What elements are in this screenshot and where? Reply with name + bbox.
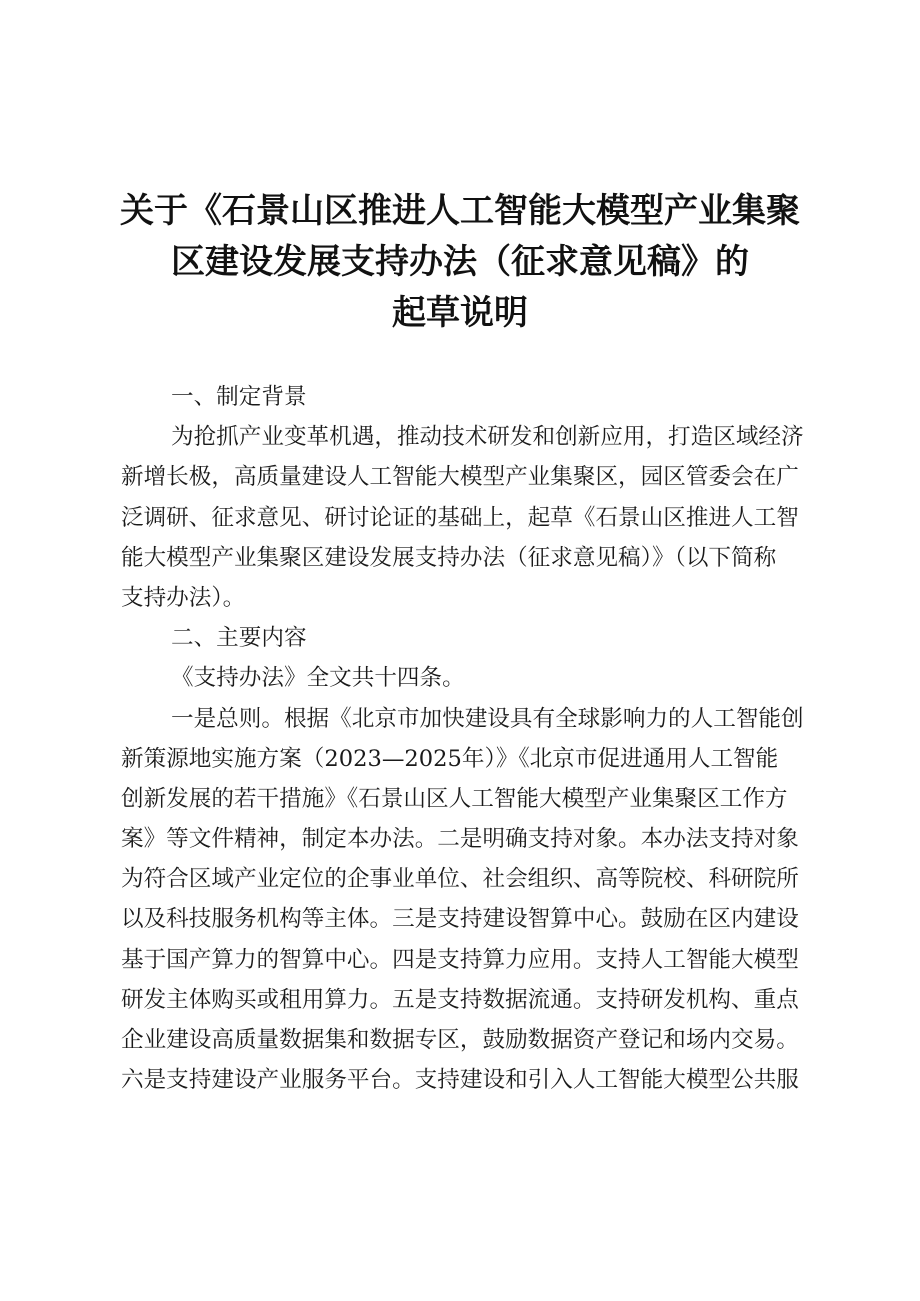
document-body <box>121 377 811 1100</box>
body-line: 为抢抓产业变革机遇，推动技术研发和创新应用，打造区域经济 <box>171 424 804 451</box>
title-line-3: 起草说明 <box>392 293 528 333</box>
body-line: 研发主体购买或租用算力。五是支持数据流通。支持研发机构、重点 <box>121 986 799 1013</box>
body-line: 能大模型产业集聚区建设发展支持办法（征求意见稿）》（以下简称 <box>121 544 777 571</box>
body-line: 泛调研、征求意见、研讨论证的基础上，起草《石景山区推进人工智 <box>121 504 799 531</box>
body-line: 创新发展的若干措施》《石景山区人工智能大模型产业集聚区工作方 <box>121 785 788 812</box>
body-line: 支持办法）。 <box>121 584 246 611</box>
document-title <box>100 186 820 339</box>
body-line: 案》等文件精神，制定本办法。二是明确支持对象。本办法支持对象 <box>121 826 799 853</box>
body-line: 一是总则。根据《北京市加快建设具有全球影响力的人工智能创 <box>171 705 804 732</box>
body-line: 《支持办法》全文共十四条。 <box>171 665 465 692</box>
body-line: 六是支持建设产业服务平台。支持建设和引入人工智能大模型公共服 <box>121 1067 799 1094</box>
section-heading-background: 一、制定背景 <box>171 384 307 410</box>
body-line: 基于国产算力的智算中心。四是支持算力应用。支持人工智能大模型 <box>121 946 799 973</box>
title-line-2: 区建设发展支持办法（征求意见稿》的 <box>171 242 749 282</box>
body-line: 为符合区域产业定位的企事业单位、社会组织、高等院校、科研院所 <box>121 866 799 893</box>
body-line: 新策源地实施方案（2023—2025年）》《北京市促进通用人工智能 <box>121 745 779 772</box>
body-line: 新增长极，高质量建设人工智能大模型产业集聚区，园区管委会在广 <box>121 464 799 491</box>
body-line: 企业建设高质量数据集和数据专区，鼓励数据资产登记和场内交易。 <box>121 1027 799 1053</box>
body-line: 以及科技服务机构等主体。三是支持建设智算中心。鼓励在区内建设 <box>121 906 799 933</box>
title-line-1: 关于《石景山区推进人工智能大模型产业集聚 <box>120 191 800 231</box>
section-heading-main-content: 二、主要内容 <box>171 625 307 652</box>
